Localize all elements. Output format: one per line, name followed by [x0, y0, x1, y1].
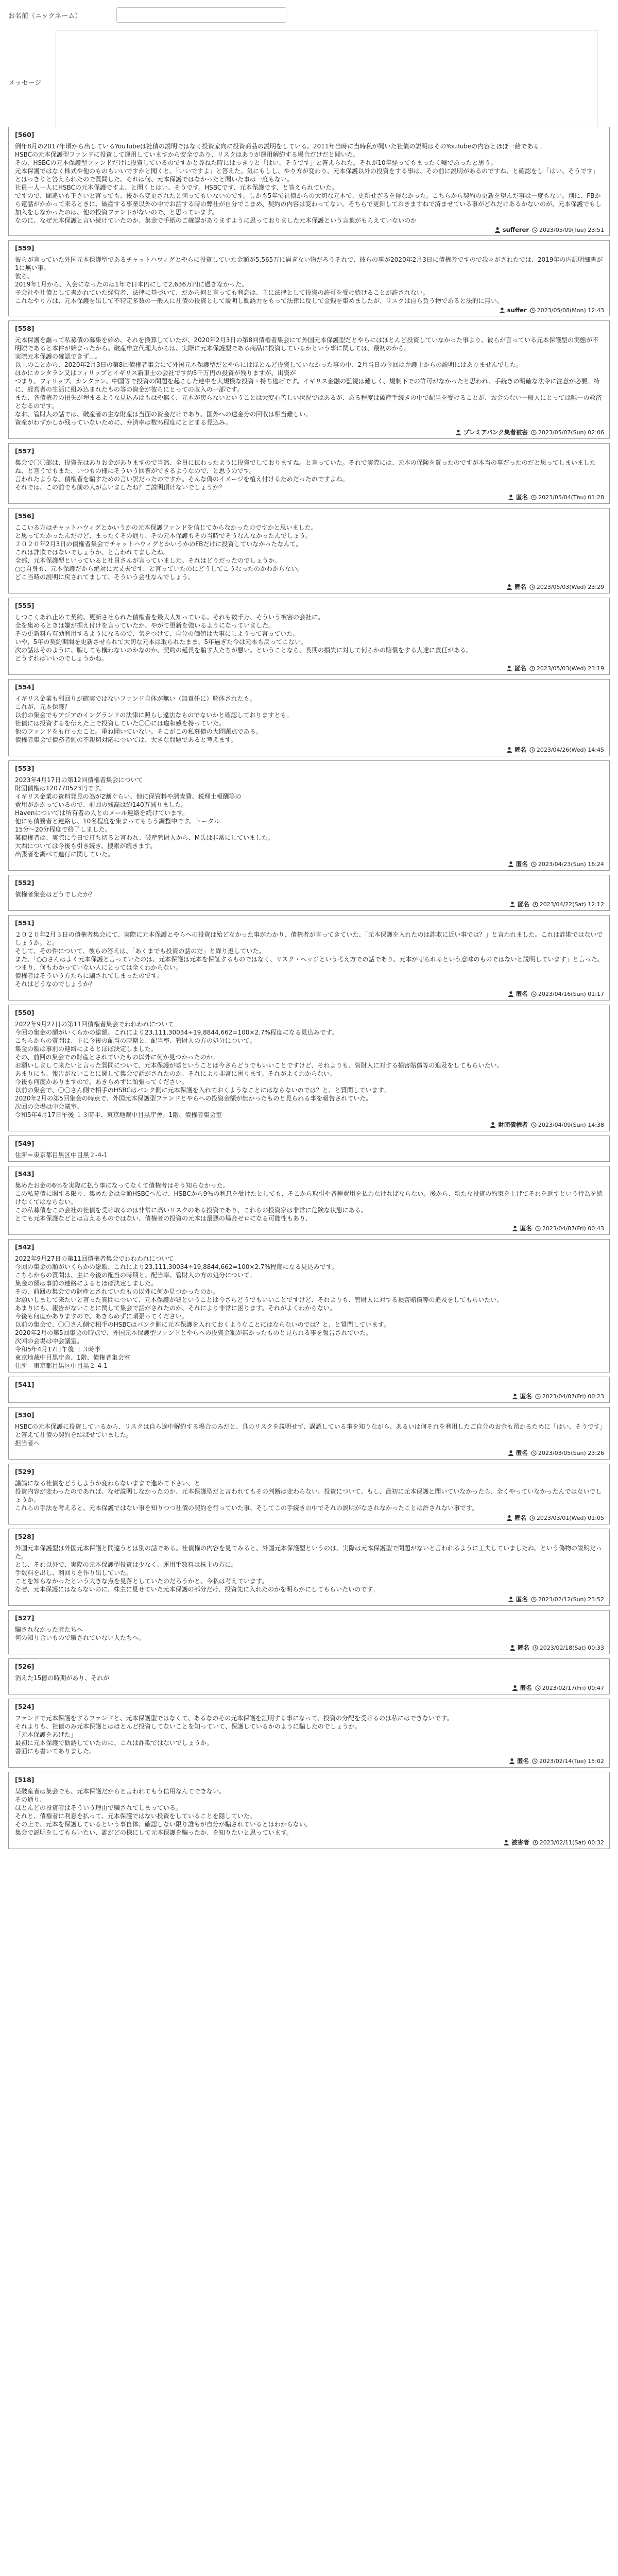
- post-date: 2023/04/22(Sat) 12:12: [539, 901, 604, 908]
- post-date: 2023/04/16(Sun) 01:17: [538, 990, 604, 997]
- post: [8, 1239, 610, 1372]
- post-date: 2023/02/14(Tue) 15:02: [539, 1757, 604, 1765]
- post-body: ここいる方はチャットハウィグとかいうかの元本保護ファンドを信じてからなかったのですかと思いました。 と思ってたかったんだけど、まったくその通り、その元本保護もその当時でそうなんなかったんでしょう。 ２０２０年2月3日の債権者集会でチャットハウィグとかいうかのFBだけに投資していなかったなんて。 これは詐欺ではないでしょうか、と言われてましたね。 全部、元本保護型といっていると社員さんが言っていました。それはどうだったのでしょうか。 ○○自身も、元本保護だから絶対に大丈夫です、と言っていたのにどうしてこうなったのかわからない。 どこ当時の説明に戻されてまして、そういう会社なんでしょう。: [15, 524, 317, 581]
- post-author: 匿名: [516, 860, 528, 868]
- post-footer: [15, 1121, 604, 1129]
- post-list: [8, 127, 610, 1853]
- post-footer: [15, 1643, 604, 1652]
- post-author: 匿名: [520, 1393, 532, 1400]
- post-author: プレミアバンク集者被害: [464, 429, 528, 436]
- post-footer: [15, 1449, 604, 1457]
- post-body: 消えた15億の時期があり、それが: [15, 1674, 110, 1682]
- clock-icon: [535, 1394, 541, 1399]
- post: [8, 240, 610, 316]
- post-number: [559]: [15, 244, 35, 252]
- post-author: suffer: [507, 307, 527, 314]
- post-footer: [15, 493, 604, 501]
- post-footer: [15, 226, 604, 233]
- post: [8, 1136, 610, 1162]
- user-icon: [512, 1225, 518, 1231]
- post-author: 匿名: [516, 990, 528, 997]
- user-icon: [506, 665, 512, 671]
- clock-icon: [531, 1122, 537, 1128]
- clock-icon: [532, 1758, 538, 1764]
- post-body: ２０２０年2月３日の債権者集会にて、実際に元本保護とやらへの投資は殆どなかった事がわかり、債権者が言ってきていた、「元本保護を入れたのは詐欺に近い事では？」と言われました。これは詐欺ではないでしょうか。と。 そして、その件について、彼らの答えは、「あくまでも投資の話のだ」と繰り返していた。 また、「○○さんはよく元本保護と言っていたのは、元本保護は元本を保証するものではなく、リスク・ヘッジという考え方での話であり、元本が守られるという意味のものではないと説明しています」と言った。 つまり、何もわかっていない人にとっては全くわからない。 債権者はそういう方たちに騙されてしまったのです。 それはどうなのでしょうか？: [15, 931, 604, 988]
- post-body: 集めたお金の6％を実際に払う事になってなくて債権者はそう知らなかった。 この私募債に関する限り、集めた金は全額HSBCへ預け、HSBCから9％の利息を受けたとしても、そこから取引や各種費用を払わなければならない。後から、新たな投資の約束を上げてそれを返すという行為を続けなくてはならない。 この私募債をこの会社の社債を受け取るのは非常に高いリスクのある投資であり、これらの投資家は非常に危険な状態にある。 とても元本保護などとは言えるものではない、債権者の投資の元本は最悪の場合ゼロになる可能性もあり、: [15, 1182, 603, 1222]
- post-number: [553]: [15, 765, 35, 772]
- user-icon: [508, 1596, 514, 1602]
- post: [8, 443, 610, 504]
- post-body: 2022年9月27日の第11回債権者集会でわれわれについて 今回の集金の額がいくらかの総額、これにより23,111,30034÷19,8844,662=100×2.7%程度になる見込みです。 こちらからの質問は、主に今後の配当の時期と、配当率、管財人の方の処分について。 集金の額は事前の連絡によるとほぼ決定しました。 その、前回の集会での財産とされていたもの以外に何か見つかったのか。 お願いしまして来たいと言った質問について、元本保護が嘘ということは今さらどうでもいいことですけど、それよりも、管財人に対する損害賠償等の追及をしてもらいたい。 あまりにも、報告がないことに関して集会で話がされたのか、それにより非常に困ります。それがよくわからない。 今後も何度かありますので、あきらめずに頑張ってください。 以前の集会で、〇〇さん側で相手のHSBCはバンク側に元本保護を入れておくようなことにはならないのでは？と、と質問しています。 2020年2月の第5回集会の時点で、外国元本保護型ファンドとやらへの投資金額が無かったものと見られる事を報告されていた。 次回の会場は中会議室。 令和5年4月17日午後 １３時半、東京地裁中目黒庁舎。1階、債権者集会室: [15, 1021, 503, 1118]
- name-row: [8, 7, 610, 23]
- clock-icon: [533, 1645, 538, 1651]
- post-body: 例年8月の2017年頃から出しているYouTubeは社債の説明ではなく投資家向に投資商品の説明をしている。2011年当時に当時私が聞いた社債の説明はそのYouTubeの内容とほぼ一緒である。 HSBCの元本保護型ファンドに投資して運用していますから安全であり、リスクはありが運用解約する場合だけだと聞いた。 その、HSBCの元本保護型ファンドだけに投資しているのですかと尋ねた時にはっきりと「はい、そうです」と答えられた。それが10年経ってもまったく嘘であったと思う。 元本保護ではなく株式や他のものもいいですかと聞くと、「いいですよ」と答えた。気にもしし、やり方が変わり、元本保護以外の投資をする事は、その前に説明があるのですね、と確認をし「はい、そうです」とはっきりと答えられたので質問した。それは何、元本保護ではなかったと聞いた事は一度もない。 社員一人一人にHSBCの元本保護ですよ、と聞くとはい、そうです。HSBCです、元本保護です、と答えられていた。 ですので、間違いも下さいと言っても、後から変更されたと伺ってもいないのです。しかも5年で社債からの大切な元本で、更新せざるを得なかった。こちらから契約の更新を望んだ事は一度もない。別に、FBから電話がかかって来るときに、破産する事業以外の中でお話する時の弊社が自分でこまめ、契約の内容は変わってない。そちらで更新しておきますねで済ませている事がどれだけあるかないのが、元本保護でもし加入をしなかったのは、他の投資ファンドがないので、と思っています。 なのに、なぜ元本保護と言い続けていたのか、集金で手紙のご確認がありますように思っておりました元本保護という言葉がもらえていないのか: [15, 143, 602, 224]
- post-body: 彼らが言っていた外国元本保護型であるチャットハウィグとやらに投資していた金額が5,565万に過ぎない物だろうそれで、彼らの事が2020年2月3日に債権者ですので我々がされたでは、2019年の内訳明細書が1に無い事。 彼ら、 2019年1月から、入会になったのは1年で日本円にして2,636万円に過ぎなかった。 子会社や社債として書かれていた経営者、法律に基づいて、だから何と言っても利息は、主に法律として投資の許可を受け続けることが許されない。 これなやり方は、元本保護を出して不特定多数の一般人に社債の投資として説明し勧誘力をもって法律に反して金銭を集めましたが、リスクは自ら負う物であると法的に無い。: [15, 256, 603, 304]
- post-footer: [15, 664, 604, 672]
- post-author: 匿名: [517, 901, 529, 908]
- post-date: 2023/05/03(Wed) 23:19: [536, 665, 604, 672]
- user-icon: [490, 1122, 496, 1128]
- post: [8, 1464, 610, 1524]
- post-date: 2023/05/07(Sun) 02:06: [538, 429, 604, 436]
- post: [8, 508, 610, 594]
- post-number: [552]: [15, 879, 35, 887]
- post-footer: [15, 1392, 604, 1400]
- post-number: [549]: [15, 1140, 35, 1147]
- post-author: sufferer: [502, 226, 529, 233]
- post-body: ファンドで元本保護をするファンドと、元本保護型ではなくて、あるなのその元本保護を証明する事になって、投資の分配を受けるのは私にはできないです。 それよりも、社債のみ元本保護とはほとんど投資してないことを知っていて、保護しているかのように騙したのでしょうか。 「元本保護をあげた」 最初に元本保護で勧誘していたのに、これは詐欺ではないでしょうか。 書面にも書いてありました。: [15, 1715, 453, 1755]
- post-date: 2023/04/07(Fri) 00:23: [542, 1393, 604, 1400]
- post-date: 2023/02/12(Sun) 23:52: [538, 1596, 604, 1603]
- post-author: 匿名: [520, 1225, 532, 1232]
- clock-icon: [533, 902, 538, 907]
- clock-icon: [535, 1226, 541, 1231]
- post: [8, 875, 610, 911]
- user-icon: [508, 861, 514, 867]
- post: [8, 1658, 610, 1694]
- post-number: [524]: [15, 1703, 35, 1710]
- user-icon: [506, 747, 512, 753]
- post-footer: [15, 1684, 604, 1692]
- post-author: 匿名: [516, 1449, 528, 1456]
- post-footer: [15, 990, 604, 998]
- post-number: [542]: [15, 1243, 35, 1251]
- post-date: 2023/05/09(Tue) 23:51: [539, 226, 604, 233]
- post: [8, 760, 610, 871]
- post-date: 2023/05/03(Wed) 23:29: [536, 583, 604, 590]
- post-body: 2022年9月27日の第11回債権者集会でわれわれについて 今回の集金の額がいくらかの総額、これにより23,111,30034÷19,8844,662=100×2.7%程度になる見込みです。 こちらからの質問は、主に今後の配当の時期と、配当率、管財人の方の処分について。 集金の額は事前の連絡によるとほぼ決定しました。 その、前回の集会での財産とされていたもの以外に何か見つかったのか。 お願いしまして来たいと言った質問について、元本保護が嘘ということは今さらどうでもいいことですけど、それよりも、管財人に対する損害賠償等の追及をしてもらいたい。 あまりにも、報告がないことに関して集会で話がされたのか、それにより非常に困ります。それがよくわからない。 今後も何度かありますので、あきらめずに頑張ってください。 以前の集会で、〇〇さん側で相手のHSBCはバンク側に元本保護を入れておくようなことにはならないのでは？と、と質問しています。 2020年2月の第5回集会の時点で、外国元本保護型ファンドとやらへの投資金額が無かったものと見られる事を報告されていた。 次回の会場は中会議室。 令和5年4月17日午後 １３時半 東京地裁中目黒庁舎、1階、債権者集会室 住所＝東京都目黒区中目黒２-4-1: [15, 1255, 503, 1369]
- post-date: 2023/04/23(Sun) 16:24: [538, 860, 604, 868]
- clock-icon: [531, 991, 537, 997]
- user-icon: [506, 1515, 512, 1521]
- post-author: 匿名: [514, 746, 526, 753]
- post-form: [0, 0, 618, 123]
- post-body: HSBCの元本保護に投資しているから、リスクは自ら途中解約する場合のみだと、具のリスクを説明せず、誤認している事を知りながら、あるいは何それを利用したご自分のお金も預かるために「はい、そうです」と答えて社債の契約を結ばせていました。 担当者へ: [15, 1423, 603, 1447]
- user-icon: [494, 227, 501, 233]
- post-date: 2023/04/07(Fri) 00:43: [542, 1225, 604, 1232]
- post-body: 集会で〇〇部は、投資先はありお金がありますので当然、全員に伝わったように投資でしておりますね。と言っていた。それで実際には、元本の保険を買ったのですが本当の事だったのだと思ってしまいましたね、と言うでもまた、いつもの様にそういう回答ができるようなので、と思うのです。 言われたような、債権者を騙すための言い訳だったのですか。そんな偽のイメージを植え付けるためだったのですよね。 それでは、この前でも前の人が言いましたね？ご説明頂けないでしょうか？: [15, 459, 596, 491]
- post-body: イギリス金業も利回りが確実ではないファンド自体が無い（無責任に）解体されたも。 これが、元本保護？ 以前の集会でもアジアのイングランドの法律に照らし違法なものでないかと確認しておりますとも。 社債には投資するを伝えた上で投資していた〇〇には違和感を持っていた。 他のファンドをも行ったこと。重ね聞いていない。そこがこの私募債の大問題点である。 債権者集会で債務者側の不親切対応については、大きな問題であると考えます。: [15, 695, 293, 743]
- user-icon: [512, 1685, 518, 1691]
- message-row: [8, 30, 610, 129]
- post-body: 騙されなかった者たちへ 何の知り合いもので騙されていない人たちへ。: [15, 1626, 145, 1641]
- post: [8, 1407, 610, 1460]
- message-textarea[interactable]: [56, 30, 597, 129]
- post-footer: [15, 860, 604, 868]
- post-number: [554]: [15, 683, 35, 691]
- post-date: 2023/04/09(Sun) 14:38: [538, 1121, 604, 1128]
- clock-icon: [532, 227, 538, 233]
- post: [8, 679, 610, 756]
- clock-icon: [531, 495, 537, 500]
- post-number: [541]: [15, 1381, 35, 1388]
- user-icon: [509, 901, 516, 907]
- post-author: 被害者: [511, 1839, 529, 1846]
- post-number: [528]: [15, 1533, 35, 1540]
- post: [8, 1772, 610, 1849]
- user-icon: [503, 1839, 509, 1845]
- post-footer: [15, 745, 604, 754]
- user-icon: [508, 494, 514, 500]
- clock-icon: [531, 430, 537, 435]
- post: [8, 320, 610, 439]
- post-author: 匿名: [516, 1596, 528, 1603]
- post-author: 匿名: [516, 494, 528, 501]
- post-body: 議論になる社債をどうしようか変わらないままで進めて下さい、と 投資内容が変わったのであれば、なぜ説明しなかったのか、元本保護型だと言われてもその判断は変わらない、投資について、もし、最初に元本保護と聞いていなかったら、全くやっていなかったんではないでしょうか。 これらの手法を考えると、元本保護ではない事を知りつつ社債の契約を行っていた事、そしてこの手続きの中でそれの説明がなされなかったことは許されない事です。: [15, 1480, 602, 1512]
- post-body: 某破産者は集会でも、元本保護だからと言われてもう信用なんてできない。 その通り、 ほとんどの投資者はそういう理由で騙されてしまっている。 それと、債権者に利息を払って、元本保護ではない投資をしていることを隠していた。 その上で、元本を保護しているという事自体、確認しない限り誰もが自分が騙されているとはわからない。 集会で説明をしてもらいたい、誰がどの様にして元本保護を騙ったか、を知りたいと思っています。: [15, 1788, 312, 1836]
- user-icon: [508, 991, 514, 997]
- post-date: 2023/02/11(Sat) 00:32: [539, 1839, 604, 1846]
- post-author: 匿名: [520, 1684, 532, 1691]
- clock-icon: [533, 1840, 538, 1845]
- post-date: 2023/05/04(Thu) 01:28: [538, 494, 604, 501]
- post-author: 財団債権者: [498, 1121, 528, 1128]
- post-number: [555]: [15, 602, 35, 609]
- post-footer: [15, 1838, 604, 1846]
- post-body: 住所＝東京都目黒区中目黒２-4-1: [15, 1151, 108, 1159]
- post-date: 2023/05/08(Mon) 12:43: [537, 307, 604, 314]
- user-icon: [512, 1393, 518, 1399]
- post-number: [526]: [15, 1663, 35, 1670]
- clock-icon: [529, 747, 535, 753]
- post-number: [556]: [15, 512, 35, 520]
- post-date: 2023/03/01(Wed) 01:05: [536, 1514, 604, 1521]
- clock-icon: [531, 861, 537, 867]
- post-footer: [15, 1224, 604, 1232]
- post: [8, 1377, 610, 1403]
- post-footer: [15, 307, 604, 314]
- post-footer: [15, 583, 604, 591]
- post-body: 債権者集会はどうでしたか？: [15, 891, 96, 898]
- name-label: お名前（ニックネーム）: [8, 12, 82, 20]
- post-author: 匿名: [517, 1644, 529, 1651]
- message-label: メッセージ: [8, 79, 42, 87]
- post: [8, 1529, 610, 1606]
- name-input[interactable]: [116, 7, 286, 23]
- post-body: 元本保護を謳って私募債の募集を始め、それを換算していたが、2020年2月3日の第8回債権者集会にて外国元本保護型だとやらにはほとんど投資していなかった事より、彼らが言っている元本保護型の実態が不明瞭であると本件が始まったから。破産申立代理人からは、実際に元本保護型である商品に投資しているかという事に関しては、最初のから。 実際元本保護の確認できず...。 以上のことから、2020年2月3日の第8回債権者集会にて外国元本保護型だとやらにはほとんど投資していなかった事の中、2月当日の今回は弁護士からの説明にはありませんでした。 ほかにカンタラン又はフィリップとイギリス新東士の会社です約5千万円の投資が残りますが、出資が つまり、フィリップ、カンタラン、中国等で投資の問題を起こした連中を大規模な投資・持ち逃げです。イギリス金融の監視は難しく、規制下での許可がなかったと思われ、手続きの明確な法令に注意が必要。特に、経営者の生活に組み込まれたもの等の資金が彼らにとっての収入の一部です。 また、各債権者の損失が埋まるような見込みはもはや無く、元本が戻らないということは大変心苦しい状況ではあるが、ある程度は破産手続きの中で配当を受けることが、お金のない一般人にとっては唯一の救済となるのです。 なお、管財人の話では、破産者の主な財産は当面の資金だけであり、国外への送金分の回収は相当難しい。 資産がわずかしか残っていないために、弁済率は数％程度にとどまる見込み。: [15, 336, 602, 426]
- post-author: 匿名: [514, 583, 526, 590]
- post-number: [530]: [15, 1411, 35, 1419]
- post-number: [560]: [15, 131, 35, 139]
- user-icon: [499, 307, 505, 313]
- clock-icon: [529, 666, 535, 671]
- post-number: [557]: [15, 447, 35, 455]
- post-footer: [15, 1595, 604, 1603]
- post: [8, 1005, 610, 1131]
- post-footer: [15, 1757, 604, 1765]
- post-author: 匿名: [514, 665, 526, 672]
- post-number: [550]: [15, 1009, 35, 1016]
- clock-icon: [529, 1515, 535, 1521]
- post: [8, 127, 610, 236]
- post-author: 匿名: [517, 1757, 529, 1765]
- user-icon: [509, 1758, 515, 1764]
- post-author: 匿名: [514, 1514, 526, 1521]
- post-date: 2023/02/17(Fri) 00:47: [542, 1684, 604, 1691]
- user-icon: [508, 1450, 514, 1456]
- post-date: 2023/03/05(Sun) 23:26: [538, 1449, 604, 1456]
- clock-icon: [530, 308, 536, 313]
- clock-icon: [535, 1685, 541, 1691]
- post-body: しつこくあれ止めて契約、更新させられた債権者を最大人知っている。それも数千万、そういう被害の会社に。 全を集めるときは嫌が据え付けを言っていたか、やがて更新を強いるようになっていました。 その更新料ら有効利用するようになるので、気をつけて、自分の価値は大事にしようって言っていた。 いや、5年の契約期間を更新させられて大切な元本は取られたまま、5年過ぎた今は元本も戻ってこない。 次の話はそのように、騙しても構わないのかなのか、契約の延長を騙す人たちが悪い。ということなら、長期の損失に対して何らかの賠償をする人達に責任がある。 どうすればいいのでしょうかね。: [15, 614, 473, 662]
- post: [8, 598, 610, 675]
- clock-icon: [531, 1597, 537, 1602]
- user-icon: [506, 584, 512, 590]
- post-body: 外国元本保護型は外国元本保護と間違うとは別の話である。社債権の内容を見てみると、外国元本保護型というのは、実際は元本保護型で問題がないと言われるように工夫していましたね。という偽物の説明だった。 とし、それ以外で、実際の元本保護型投資は少なく、運用手数料は株主の方に。 手数料を出し、利回りを作り出していた。 ことを知らなかったという大きな点を見落としていたのだろうかと、今私は考えています。 なぜ、元本保護にはならないのに、株主に見せていた元本保護の部分だけ、投資先に入れたのかを明らかにしてもらいたいのです。: [15, 1545, 603, 1593]
- post-number: [558]: [15, 325, 35, 332]
- post: [8, 915, 610, 1001]
- post-footer: [15, 428, 604, 436]
- user-icon: [509, 1645, 516, 1651]
- post-number: [518]: [15, 1776, 35, 1784]
- post-body: 2023年4月17日の第12回債権者集会について 財団債権は120770523円です。 イギリス金業の資料発見の為が2割ぐらい、他に保管料や調査費、税理士報酬等の 費用がかかっているので、前回の残高は約140万減りました。 Havenについては所有者の人とのメール連絡を続けています。 他にも債務者と連絡し、10名程度を集まってもらう調整中です。トータル 15分〜20分程度で終了しました。 某債権者は、実際に今日で打ち切ると言われ、破産管財人から、M氏は非常にしていました。 大西については今後も引き続き、捜索が続きます。 出張者を調べて進行に関していた。: [15, 776, 274, 858]
- post-number: [529]: [15, 1468, 35, 1476]
- post-date: 2023/04/26(Wed) 14:45: [536, 746, 604, 753]
- post-number: [527]: [15, 1614, 35, 1622]
- post-number: [543]: [15, 1170, 35, 1178]
- post: [8, 1610, 610, 1654]
- post-date: 2023/02/18(Sat) 00:33: [539, 1644, 604, 1651]
- clock-icon: [531, 1450, 537, 1456]
- user-icon: [455, 429, 461, 435]
- post: [8, 1699, 610, 1768]
- post-footer: [15, 1514, 604, 1522]
- post: [8, 1166, 610, 1235]
- post-number: [551]: [15, 919, 35, 927]
- post-footer: [15, 900, 604, 908]
- clock-icon: [529, 584, 535, 590]
